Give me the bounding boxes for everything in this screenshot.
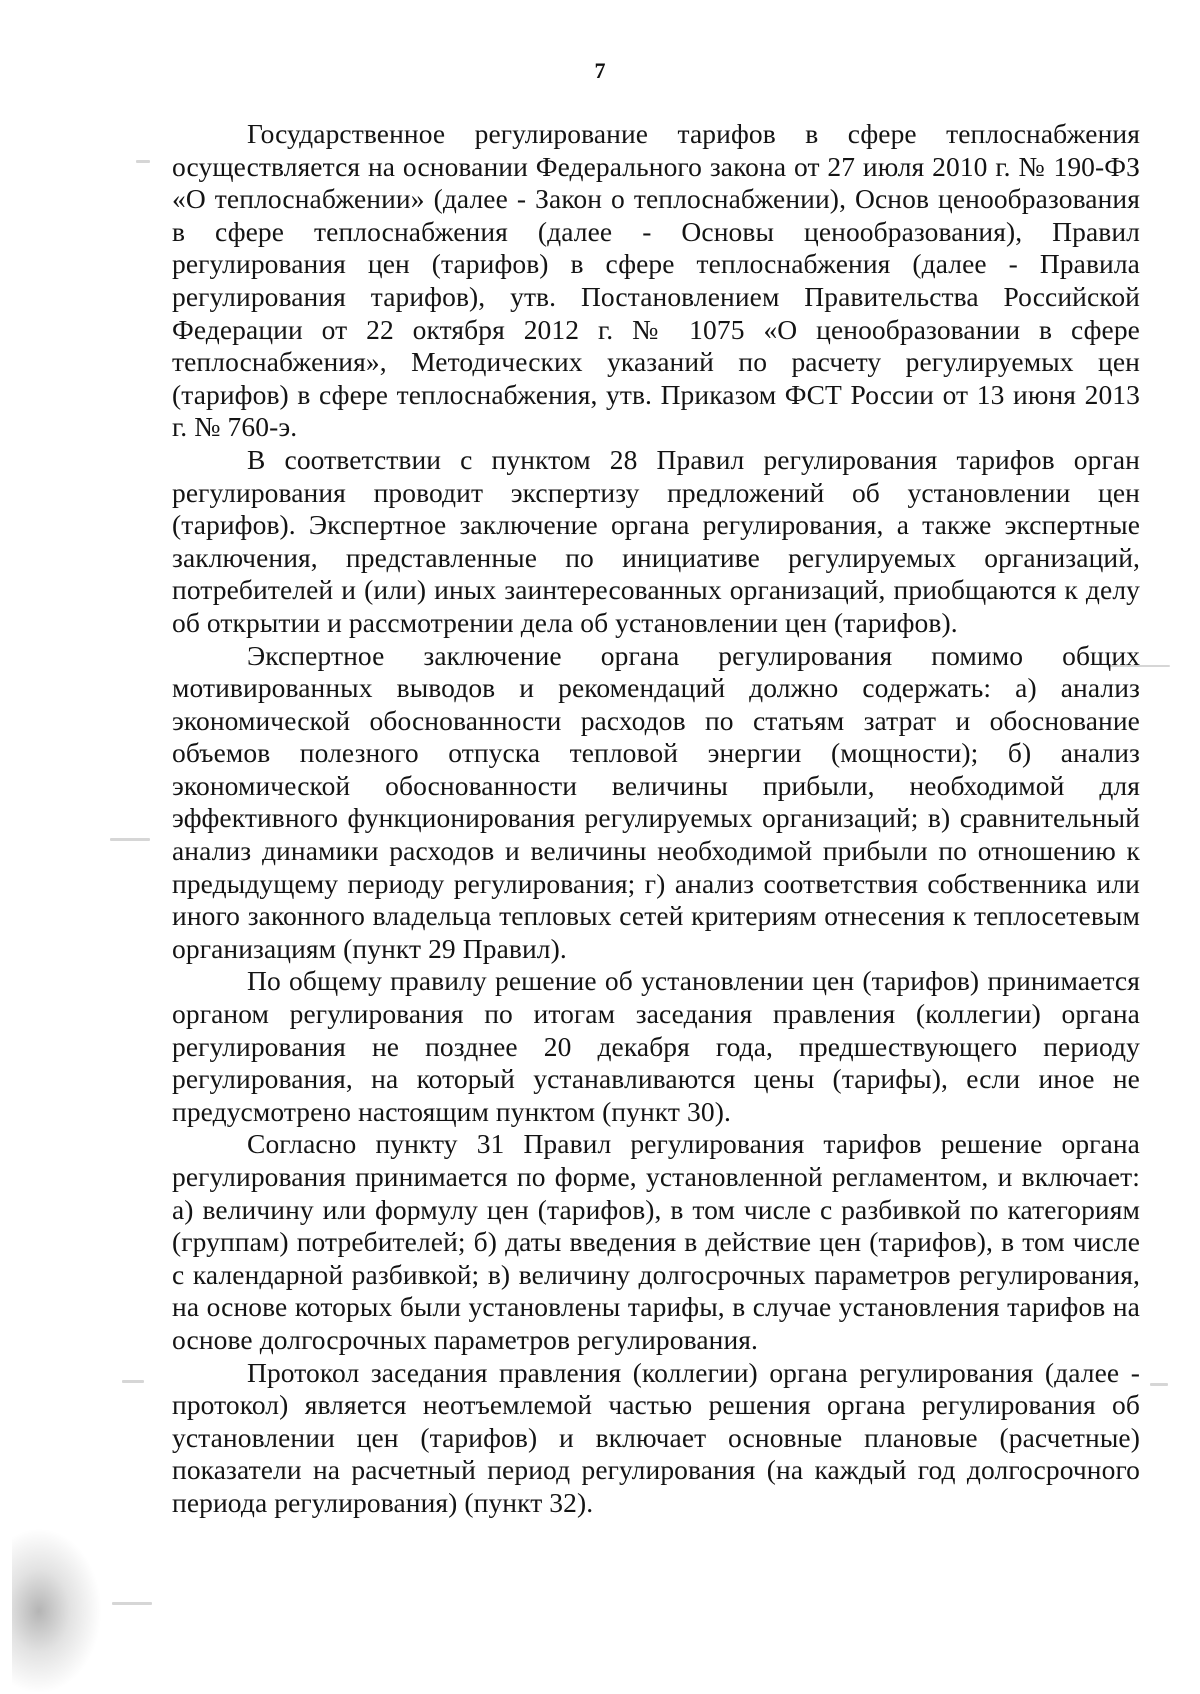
scan-edge-shadow [12, 1528, 102, 1694]
scan-speck [110, 838, 150, 841]
page-number: 7 [594, 58, 606, 83]
paragraph-protocol: Протокол заседания правления (коллегии) органа регулирования (далее - протокол) является неотъемлемой частью решения органа регулирования об установлении цен (тарифов) и включает основные плановые (расчетные) показатели на расчетный период регулирования (на каждый год долгосрочного периода регулирования) (пункт 32). [172, 1356, 1140, 1518]
scan-speck [1150, 1383, 1168, 1386]
document-body [172, 118, 1140, 1520]
scan-speck [1110, 665, 1170, 667]
paragraph-expert-conclusion: Экспертное заключение органа регулирования помимо общих мотивированных выводов и рекомендаций должно содержать: а) анализ экономической обоснованности расходов по статьям затрат и обоснование объемов полезного отпуска тепловой энергии (мощности); б) анализ экономической обоснованности величины прибыли, необходимой для эффективного функционирования регулируемых организаций; в) сравнительный анализ динамики расходов и величины необходимой прибыли по отношению к предыдущему периоду регулирования; г) анализ соответствия собственника или иного законного владельца тепловых сетей критериям отнесения к теплосетевым организациям (пункт 29 Правил). [172, 639, 1140, 964]
scan-speck [136, 160, 150, 163]
scan-speck [122, 1380, 144, 1383]
paragraph-decision-form: Согласно пункту 31 Правил регулирования тарифов решение органа регулирования принимается по форме, установленной регламентом, и включает: а) величину или формулу цен (тарифов), в том числе с разбивкой по категориям (группам) потребителей; б) даты введения в действие цен (тарифов), в том числе с календарной разбивкой; в) величину долгосрочных параметров регулирования, на основе которых были установлены тарифы, в случае установления тарифов на основе долгосрочных параметров регулирования. [172, 1128, 1140, 1355]
paragraph-expertise: В соответствии с пунктом 28 Правил регулирования тарифов орган регулирования проводит экспертизу предложений об установлении цен (тарифов). Экспертное заключение органа регулирования, а также экспертные заключения, представленные по инициативе регулируемых организаций, потребителей и (или) иных заинтересованных организаций, приобщаются к делу об открытии и рассмотрении дела об установлении цен (тарифов). [172, 443, 1140, 638]
paragraph-general-rule: По общему правилу решение об установлении цен (тарифов) принимается органом регулирования по итогам заседания правления (коллегии) органа регулирования не позднее 20 декабря года, предшествующего периоду регулирования, на который устанавливаются цены (тарифы), если иное не предусмотрено настоящим пунктом (пункт 30). [172, 965, 1140, 1127]
paragraph-regulation-basis: Государственное регулирование тарифов в сфере теплоснабжения осуществляется на основании Федерального закона от 27 июля 2010 г. № 190-ФЗ «О теплоснабжении» (далее - Закон о теплоснабжении), Основ ценообразования в сфере теплоснабжения (далее - Основы ценообразования), Правил регулирования цен (тарифов) в сфере теплоснабжения (далее - Правила регулирования тарифов), утв. Постановлением Правительства Российской Федерации от 22 октября 2012 г. № 1075 «О ценообразовании в сфере теплоснабжения», Методических указаний по расчету регулируемых цен (тарифов) в сфере теплоснабжения, утв. Приказом ФСТ России от 13 июня 2013 г. № 760-э. [172, 118, 1140, 443]
scan-speck [112, 1602, 152, 1605]
